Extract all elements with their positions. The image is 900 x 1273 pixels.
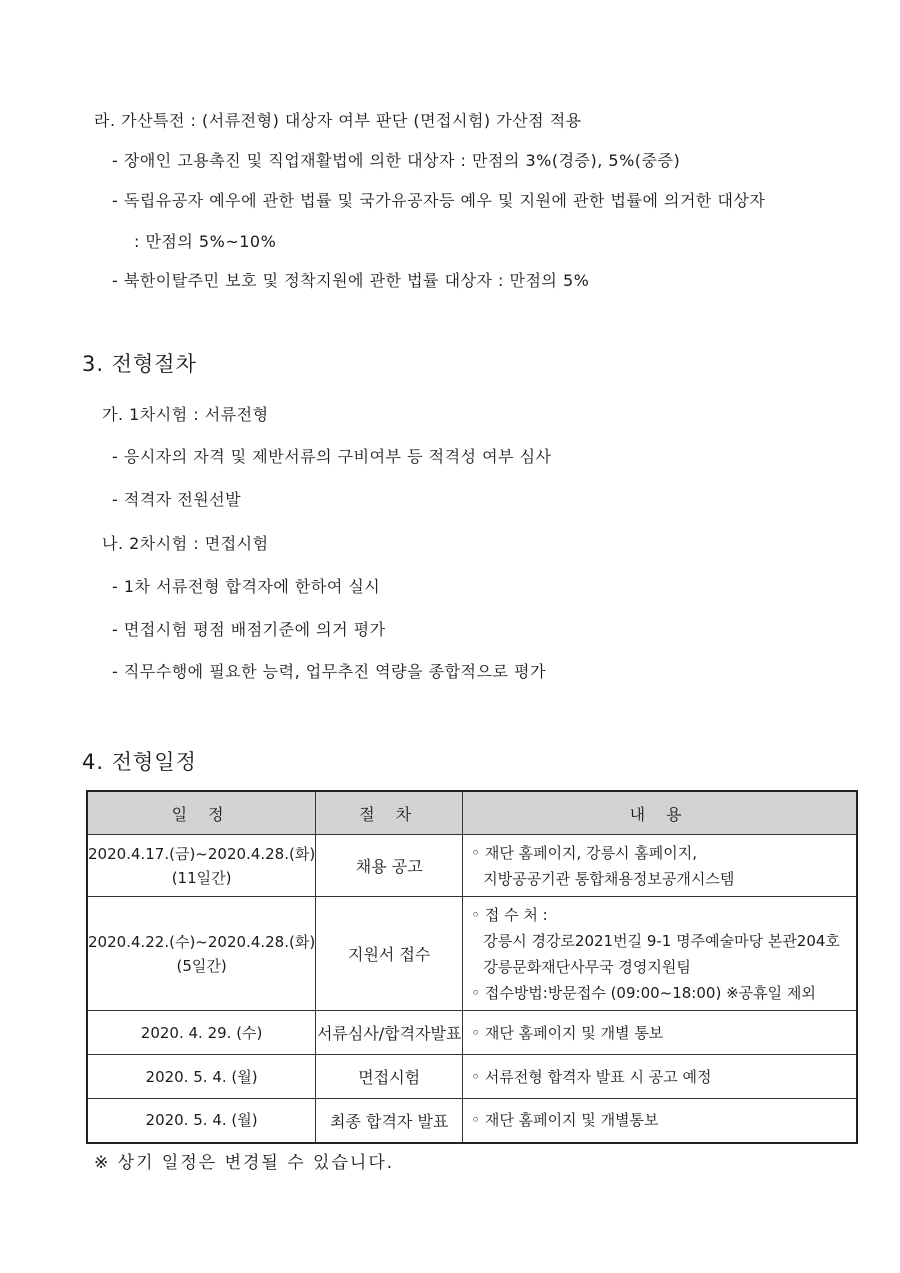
content-line: ◦ 접수방법:방문접수 (09:00~18:00) ※공휴일 제외 xyxy=(471,983,816,1002)
date-cell xyxy=(87,1055,316,1099)
date-range: 2020.4.17.(금)~2020.4.28.(화) xyxy=(88,844,316,863)
header-procedure: 절 차 xyxy=(316,791,463,835)
procedure-cell: 지원서 접수 xyxy=(316,897,463,1011)
table-row xyxy=(87,1011,857,1055)
content-line: ◦ 접 수 처 : xyxy=(471,905,548,924)
date-cell xyxy=(87,1099,316,1143)
schedule-note: ※ 상기 일정은 변경될 수 있습니다. xyxy=(94,1153,395,1173)
stage2-title: 나. 2차시험 : 면접시험 xyxy=(102,534,269,553)
date-range: 2020. 4. 29. (수) xyxy=(140,1023,263,1042)
content-line: 강릉시 경강로2021번길 9-1 명주예술마당 본관204호 xyxy=(483,931,840,950)
stage2-item-eligibility: - 1차 서류전형 합격자에 한하여 실시 xyxy=(112,577,381,596)
content-cell xyxy=(463,1055,857,1099)
section3-heading: 3. 전형절차 xyxy=(82,352,197,376)
content-line: 강릉문화재단사무국 경영지원팀 xyxy=(483,957,691,976)
table-row xyxy=(87,835,857,897)
content-cell xyxy=(463,897,857,1011)
content-line: ◦ 재단 홈페이지 및 개별 통보 xyxy=(471,1023,664,1042)
procedure-cell: 채용 공고 xyxy=(316,835,463,897)
stage1-item-select: - 적격자 전원선발 xyxy=(112,490,242,509)
content-line: ◦ 재단 홈페이지, 강릉시 홈페이지, xyxy=(471,843,698,862)
bonus-title: 라. 가산특전 : (서류전형) 대상자 여부 판단 (면접시험) 가산점 적용 xyxy=(94,111,582,130)
content-cell xyxy=(463,1011,857,1055)
stage1-title: 가. 1차시험 : 서류전형 xyxy=(102,405,269,424)
date-duration: (11일간) xyxy=(171,868,232,887)
bonus-item-patriots-points: : 만점의 5%~10% xyxy=(134,232,277,251)
stage1-item-review: - 응시자의 자격 및 제반서류의 구비여부 등 적격성 여부 심사 xyxy=(112,447,552,466)
date-duration: (5일간) xyxy=(176,956,227,975)
date-range: 2020. 5. 4. (월) xyxy=(145,1067,258,1086)
content-line: ◦ 재단 홈페이지 및 개별통보 xyxy=(471,1111,659,1130)
procedure-cell: 서류심사/합격자발표 xyxy=(316,1011,463,1055)
section4-heading: 4. 전형일정 xyxy=(82,750,197,774)
content-line: ◦ 서류전형 합격자 발표 시 공고 예정 xyxy=(471,1067,712,1086)
content-line: 지방공공기관 통합채용정보공개시스템 xyxy=(483,869,735,888)
table-row xyxy=(87,1099,857,1143)
date-cell xyxy=(87,835,316,897)
bonus-item-patriots: - 독립유공자 예우에 관한 법률 및 국가유공자등 예우 및 지원에 관한 법률에 의거한 대상자 xyxy=(112,191,766,210)
header-date: 일 정 xyxy=(87,791,316,835)
schedule-table xyxy=(86,790,858,1144)
table-row xyxy=(87,1055,857,1099)
schedule-header-row xyxy=(87,791,857,835)
procedure-cell: 최종 합격자 발표 xyxy=(316,1099,463,1143)
stage2-item-ability: - 직무수행에 필요한 능력, 업무추진 역량을 종합적으로 평가 xyxy=(112,662,546,681)
date-cell xyxy=(87,1011,316,1055)
procedure-cell: 면접시험 xyxy=(316,1055,463,1099)
header-content: 내 용 xyxy=(463,791,857,835)
table-row xyxy=(87,897,857,1011)
bonus-item-defectors: - 북한이탈주민 보호 및 정착지원에 관한 법률 대상자 : 만점의 5% xyxy=(112,271,590,290)
bonus-item-disabled: - 장애인 고용촉진 및 직업재활법에 의한 대상자 : 만점의 3%(경증), 5%(중증) xyxy=(112,151,681,170)
content-cell xyxy=(463,835,857,897)
content-cell xyxy=(463,1099,857,1143)
stage2-item-criteria: - 면접시험 평점 배점기준에 의거 평가 xyxy=(112,620,386,639)
date-range: 2020. 5. 4. (월) xyxy=(145,1111,258,1130)
date-range: 2020.4.22.(수)~2020.4.28.(화) xyxy=(88,932,316,951)
date-cell xyxy=(87,897,316,1011)
